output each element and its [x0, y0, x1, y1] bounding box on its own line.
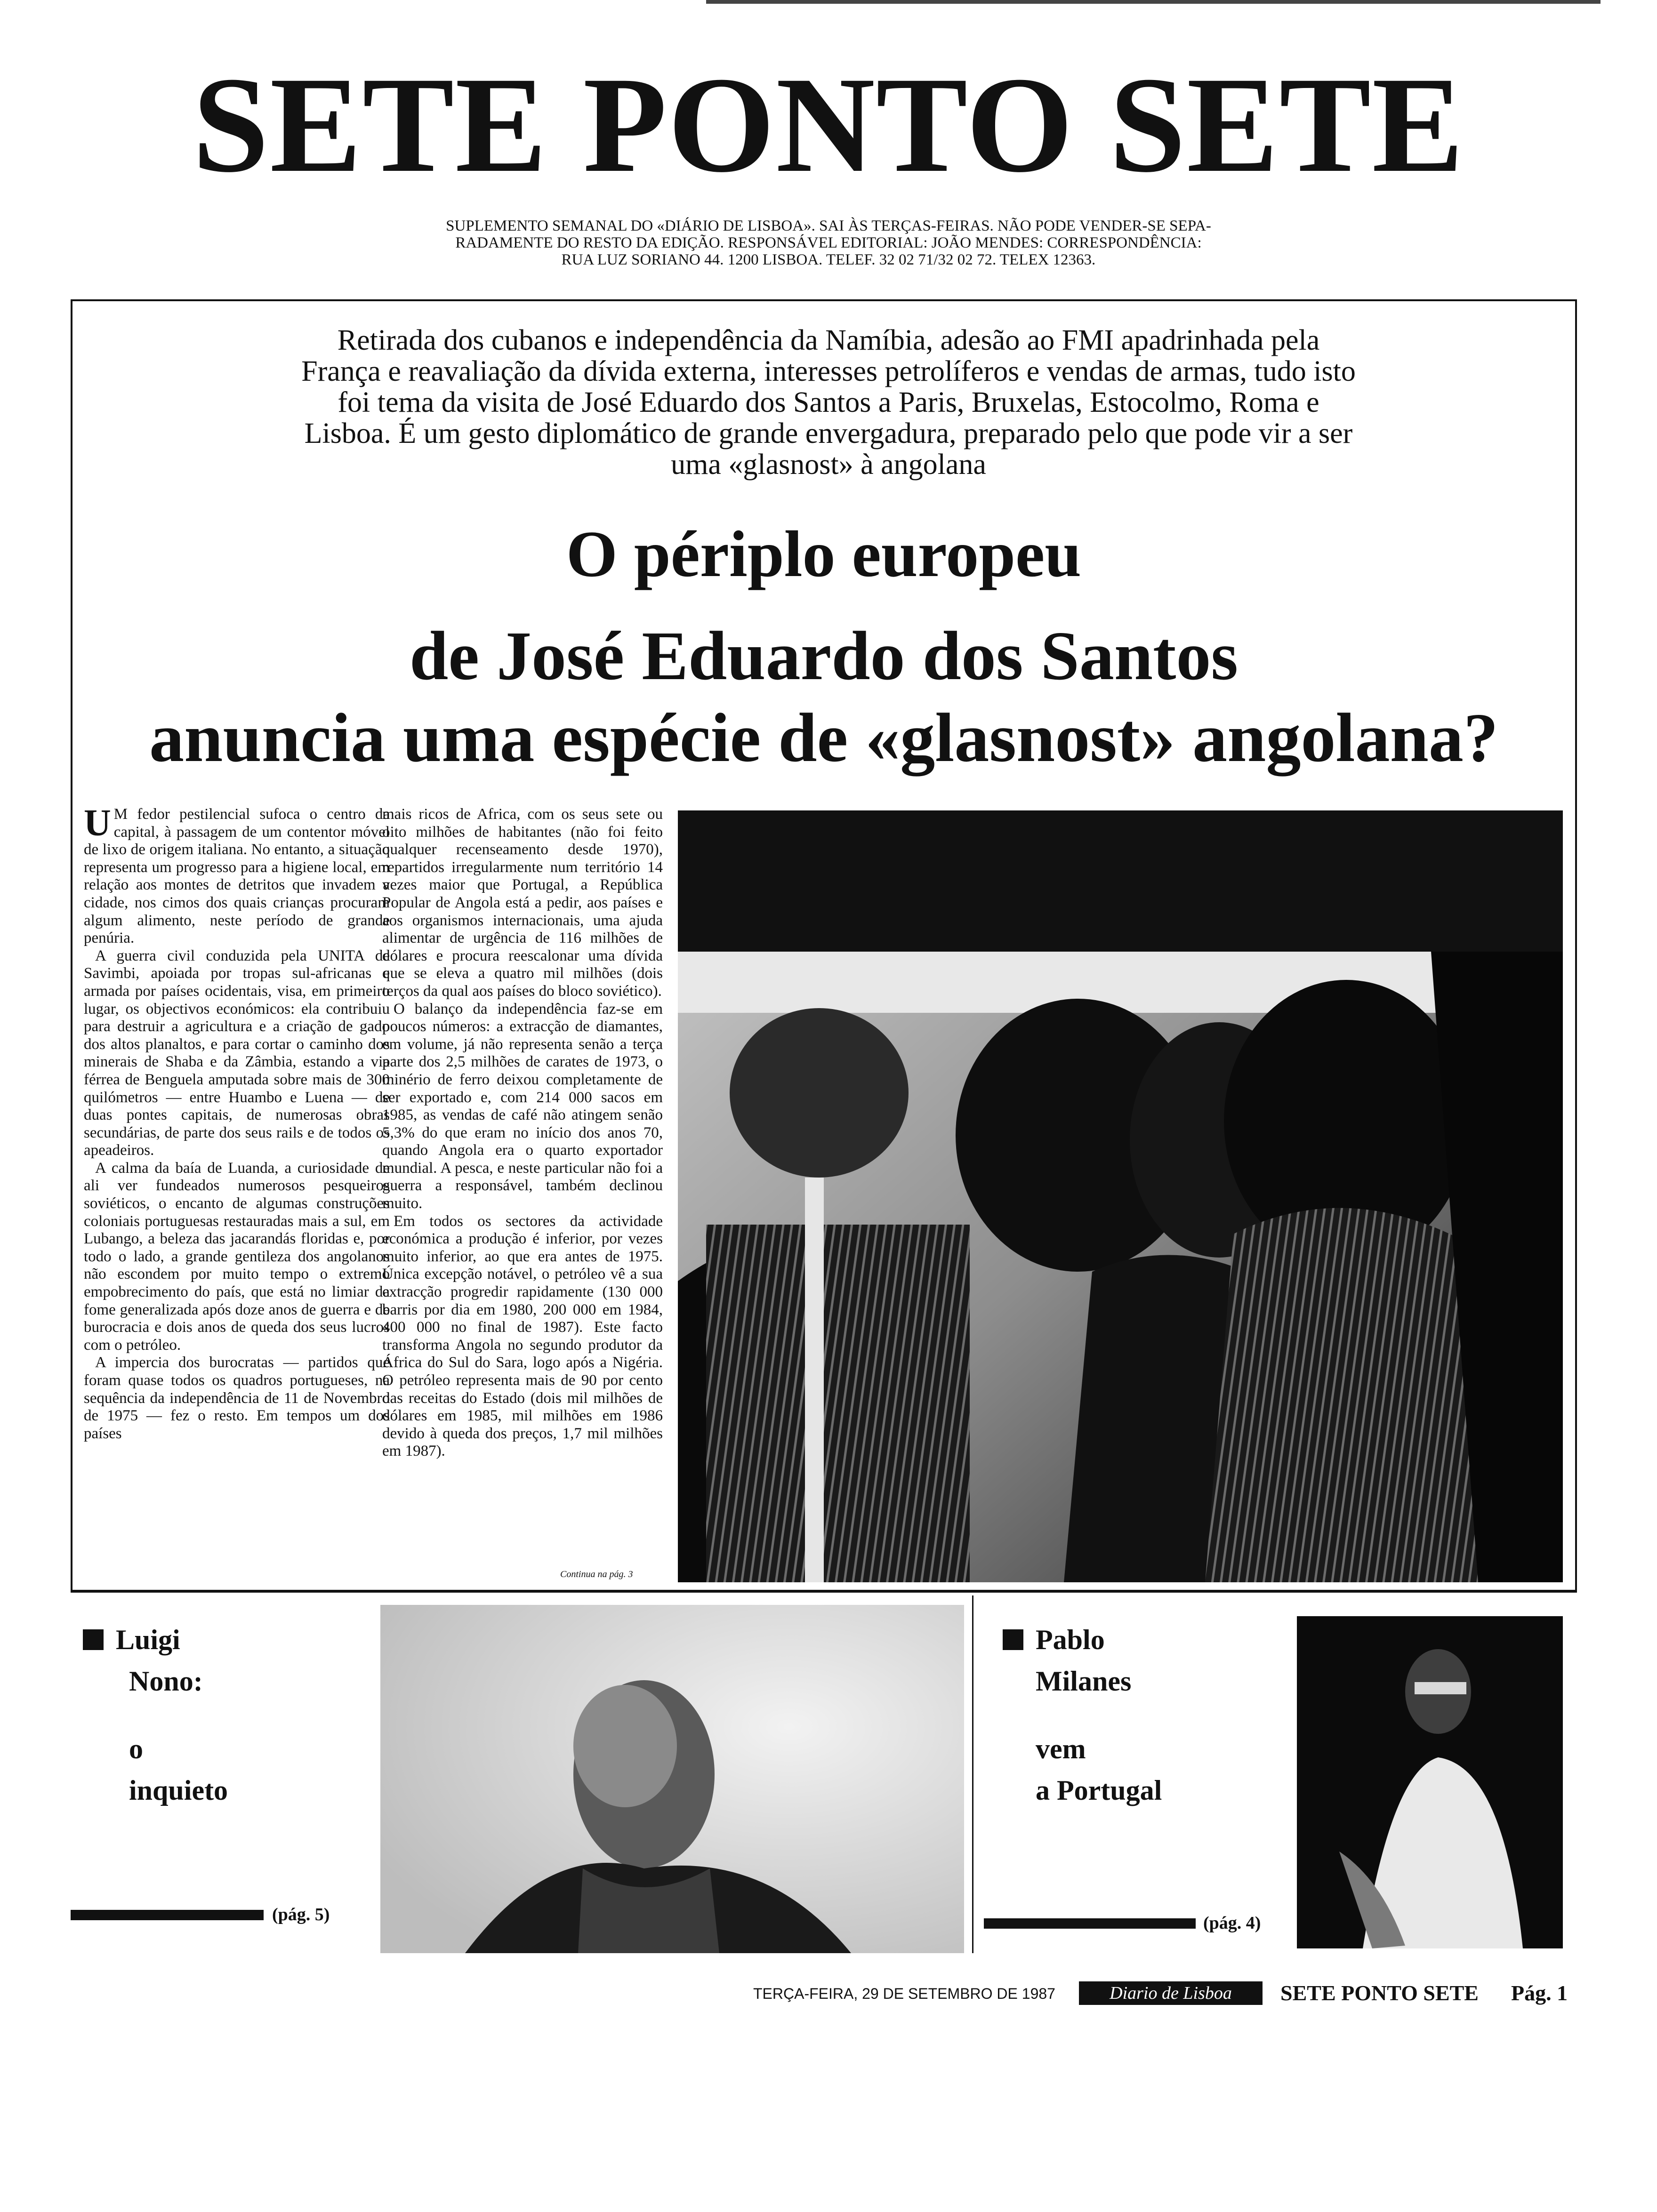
pablo-milanes-photo-image	[1297, 1616, 1563, 1948]
teaser-pablo-milanes[interactable]	[1003, 1619, 1285, 1811]
pablo-milanes-photo	[1297, 1616, 1563, 1948]
article-column-2	[382, 806, 663, 1460]
lead-line: França e reavaliação da dívida externa, interesses petrolíferos e vendas de armas, tudo isto	[301, 355, 1356, 387]
drop-cap: U	[84, 802, 111, 844]
credits-line: RUA LUZ SORIANO 44. 1200 LISBOA. TELEF. 32 02 71/32 02 72. TELEX 12363.	[561, 251, 1096, 268]
bullet-square-icon	[83, 1629, 104, 1650]
article-paragraph: A calma da baía de Luanda, a curiosidade de ali ver fundeados numerosos pesqueiros soviéticos, o encanto de algumas construções coloniais portuguesas restauradas mais a sul, em Lubango, a beleza das jacarandás floridas e, por todo o lado, a grande gentileza dos angolanos não escondem por muito tempo o extremo empobrecimento do país, que está no limiar da fome generalizada após doze anos de guerra e de burocracia e dois anos de queda dos seus lucros com o petróleo.	[84, 1159, 390, 1354]
lead-line: Lisboa. É um gesto diplomático de grande envergadura, preparado pelo que pode vir a ser	[304, 417, 1353, 449]
lead-photo	[678, 810, 1563, 1582]
teaser-subtitle: inquieto	[129, 1775, 228, 1806]
teaser-bar	[71, 1910, 264, 1920]
article-paragraph: O balanço da independência faz-se em poucos números: a extracção de diamantes, em volume, já não representa senão a terça parte dos 2,5 milhões de carates de 1973, o minério de ferro deixou completamente de ser exportado e, com 214 000 sacos em 1985, as vendas de café não atingem senão 5,3% do que eram no início dos anos 70, quando Angola era o quarto exportador mundial. A pesca, e neste particular não foi a guerra a responsável, também declinou muito.	[382, 1000, 663, 1212]
teaser-title: Pablo	[1003, 1619, 1285, 1660]
lead-summary	[264, 325, 1393, 480]
footer-supplement-name: SETE PONTO SETE	[1280, 1981, 1479, 2005]
teaser-title: Milanes	[1036, 1666, 1132, 1697]
scan-edge	[706, 0, 1601, 4]
teaser-title: Nono:	[129, 1666, 203, 1697]
continued-note: Continua na pág. 3	[560, 1569, 633, 1579]
lead-line: foi tema da visita de José Eduardo dos Santos a Paris, Bruxelas, Estocolmo, Roma e	[338, 386, 1319, 418]
teaser-subtitle: vem	[1036, 1733, 1086, 1764]
teaser-bar	[984, 1918, 1196, 1929]
bullet-square-icon	[1003, 1629, 1023, 1650]
headline-line-1: O périplo europeu	[566, 518, 1082, 591]
footer-date: TERÇA-FEIRA, 29 DE SETEMBRO DE 1987	[753, 1985, 1055, 2002]
teaser-subtitle: o	[129, 1733, 143, 1764]
section-divider	[71, 1591, 1577, 1593]
teaser-luigi-nono[interactable]	[83, 1619, 337, 1811]
headline-line-3: anuncia uma espécie de «glasnost» angolana?	[149, 699, 1498, 777]
credits-line: RADAMENTE DO RESTO DA EDIÇÃO. RESPONSÁVEL EDITORIAL: JOÃO MENDES: CORRESPONDÊNCIA:	[455, 234, 1202, 251]
masthead-credits	[386, 217, 1271, 268]
lead-line: Retirada dos cubanos e independência da Namíbia, adesão ao FMI apadrinhada pela	[337, 324, 1320, 356]
teaser-page-ref[interactable]: (pág. 4)	[1203, 1913, 1261, 1933]
article-paragraph: A impercia dos burocratas — partidos que foram quase todos os quadros portugueses, na sequência da independência de 11 de Novembro de 1975 — fez o resto. Em tempos um dos países	[84, 1354, 390, 1442]
lead-line: uma «glasnost» à angolana	[671, 449, 986, 481]
teaser-title: Luigi	[83, 1619, 337, 1660]
teaser-subtitle: a Portugal	[1036, 1775, 1162, 1806]
teaser-page-ref[interactable]: (pág. 5)	[272, 1905, 330, 1924]
article-paragraph: mais ricos de Africa, com os seus sete ou oito milhões de habitantes (não foi feito qualquer recenseamento desde 1970), repartidos irregularmente num território 14 vezes maior que Portugal, a República Popular de Angola está a pedir, aos países e aos organismos internacionais, uma ajuda alimentar de urgência de 116 milhões de dólares e procura reescalonar uma dívida que se eleva a quatro mil milhões (dois terços da qual aos países do bloco soviético).	[382, 806, 663, 1000]
article-paragraph: Em todos os sectores da actividade económica a produção é inferior, por vezes muito inferior, ao que era antes de 1975. Única excepção notável, o petróleo vê a sua extracção progredir rapidamente (130 000 barris por dia em 1980, 200 000 em 1984, 400 000 no final de 1987). Este facto transforma Angola no segundo produtor da África do Sul do Sara, logo após a Nigéria. O petróleo representa mais de 90 por cento das receitas do Estado (dois mil milhões de dólares em 1985, mil milhões em 1986 devido à queda dos preços, 1,7 mil milhões em 1987).	[382, 1212, 663, 1460]
footer-page-number: Pág. 1	[1511, 1981, 1568, 2005]
luigi-nono-photo	[380, 1605, 964, 1953]
credits-line: SUPLEMENTO SEMANAL DO «DIÁRIO DE LISBOA». SAI ÀS TERÇAS-FEIRAS. NÃO PODE VENDER-SE SEPA-	[446, 217, 1211, 234]
article-paragraph: A guerra civil conduzida pela UNITA de Savimbi, apoiada por tropas sul-africanas e armada por países ocidentais, visa, em primeiro lugar, os objectivos económicos: ela contribuiu para destruir a agricultura e a criação de gado dos altos planaltos, e para cortar o caminho dos minerais de Shaba e da Zâmbia, estando a via férrea de Benguela amputada sobre mais de 300 quilómetros — entre Huambo e Luena — de duas pontes capitais, de numerosas obras secundárias, de parte dos seus rails e de todos os apeadeiros.	[84, 947, 390, 1159]
lead-photo-image	[678, 810, 1563, 1582]
article-paragraph: M fedor pestilencial sufoca o centro da capital, à passagem de um contentor móvel de lixo de origem italiana. No entanto, a situação representa um progresso para a higiene local, em relação aos montes de detritos que invadem a cidade, nos cimos dos quais crianças procuram algum alimento, neste período de grande penúria.	[84, 806, 390, 947]
diario-de-lisboa-logo: Diario de Lisboa	[1079, 1981, 1263, 2005]
article-column-1	[84, 802, 390, 1443]
masthead-title: SETE PONTO SETE	[192, 49, 1465, 201]
luigi-nono-photo-image	[380, 1605, 964, 1953]
headline-line-2: de José Eduardo dos Santos	[409, 617, 1239, 695]
column-rule	[972, 1595, 973, 1953]
